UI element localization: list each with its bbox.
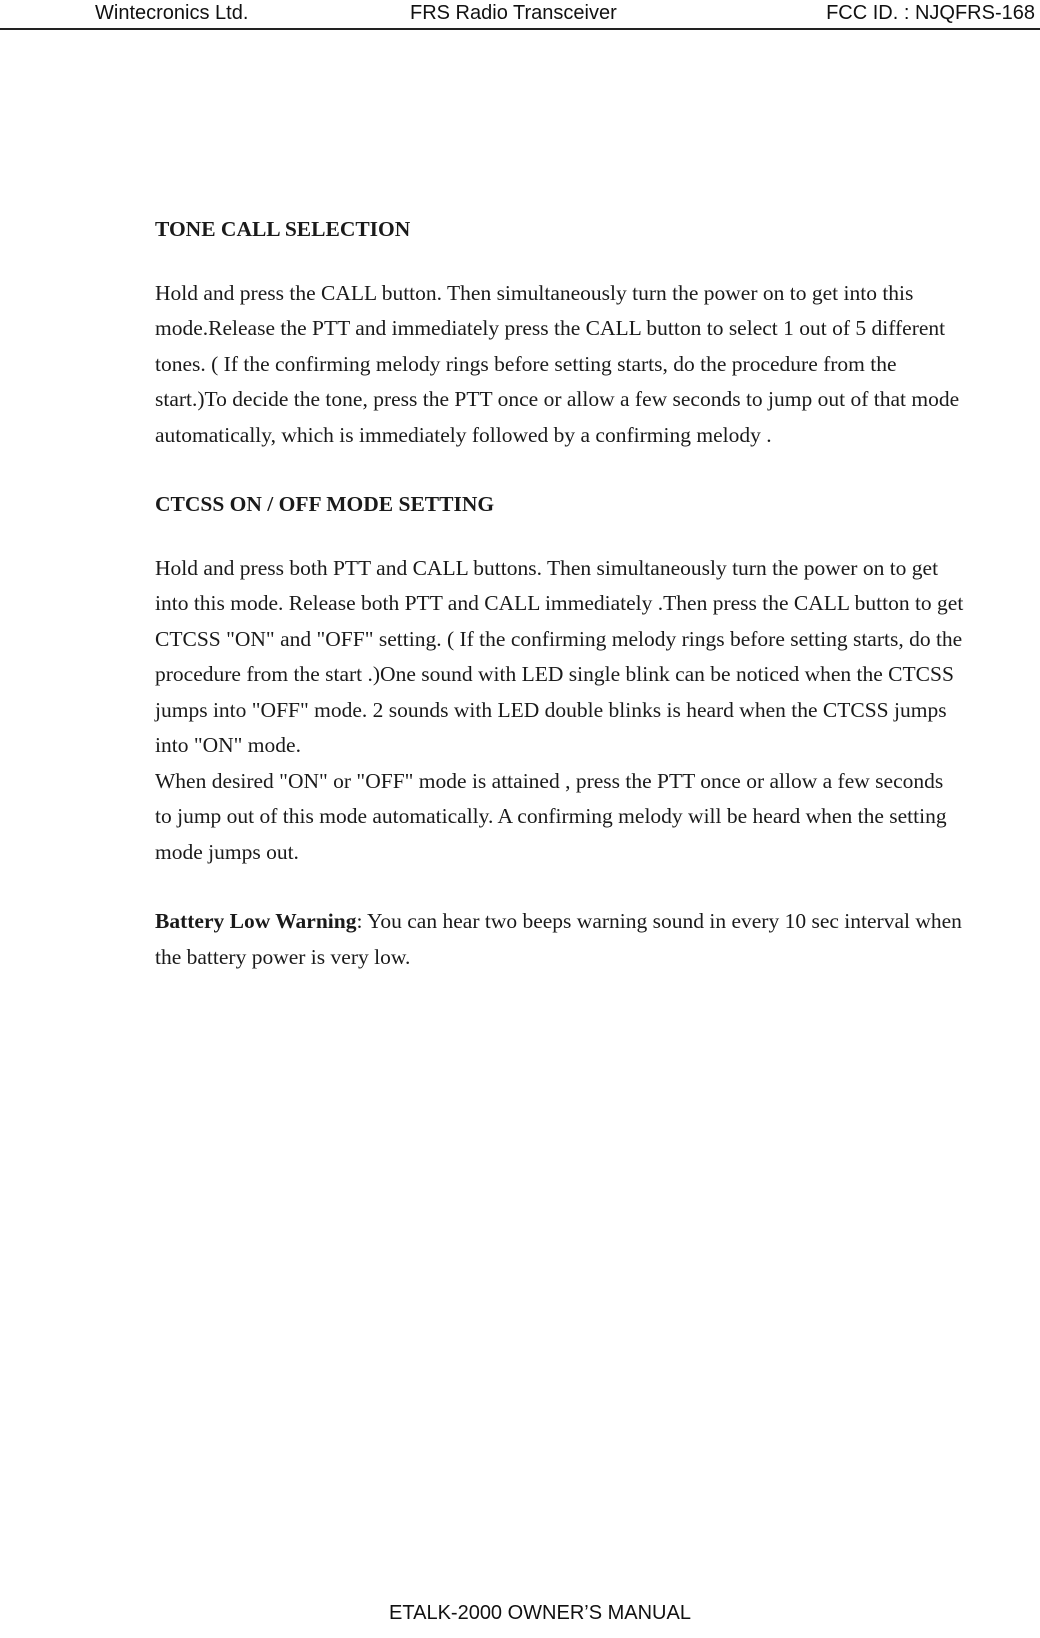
ctcss-paragraph-1: Hold and press both PTT and CALL buttons. Then simultaneously turn the power on to get into this mode. Release both PTT and CALL immediately .Then press the CALL button to get CTCSS "ON" and "OFF" setting. ( If the confirming melody rings before setting starts, do the procedure from the start .)One sound with LED single blink can be noticed when the CTCSS jumps into "OFF" mode. 2 sounds with LED double blinks is heard when the CTCSS jumps into "ON" mode. [155,555,964,757]
header-company: Wintecronics Ltd. [95,2,249,24]
tone-call-heading: TONE CALL SELECTION [155,217,411,241]
page-footer: ETALK-2000 OWNER’S MANUAL [389,1602,691,1624]
page-header [0,0,1040,30]
battery-warning-label: Battery Low Warning [155,909,357,933]
tone-call-paragraph: Hold and press the CALL button. Then simultaneously turn the power on to get into this mode.Release the PTT and immediately press the CALL button to select 1 out of 5 different tones. ( If the confirming melody rings before setting starts, do the procedure from the start.)To decide the tone, press the PTT once or allow a few seconds to jump out of that mode automatically, which is immediately followed by a confirming melody . [155,280,960,447]
document-body [155,212,965,1009]
battery-warning-paragraph [155,904,965,975]
header-fcc-id: FCC ID. : NJQFRS-168 [826,2,1035,24]
ctcss-text [155,551,965,871]
battery-warning [155,904,965,975]
ctcss-paragraph-2: When desired "ON" or "OFF" mode is attained , press the PTT once or allow a few seconds to jump out of this mode automatically. A confirming melody will be heard when the setting mode jumps out. [155,768,947,864]
header-product: FRS Radio Transceiver [410,2,617,24]
battery-warning-text: : You can hear two beeps warning sound in every 10 sec interval when the battery power is very low. [155,909,962,969]
ctcss-heading: CTCSS ON / OFF MODE SETTING [155,492,495,516]
tone-call-text [155,276,965,454]
